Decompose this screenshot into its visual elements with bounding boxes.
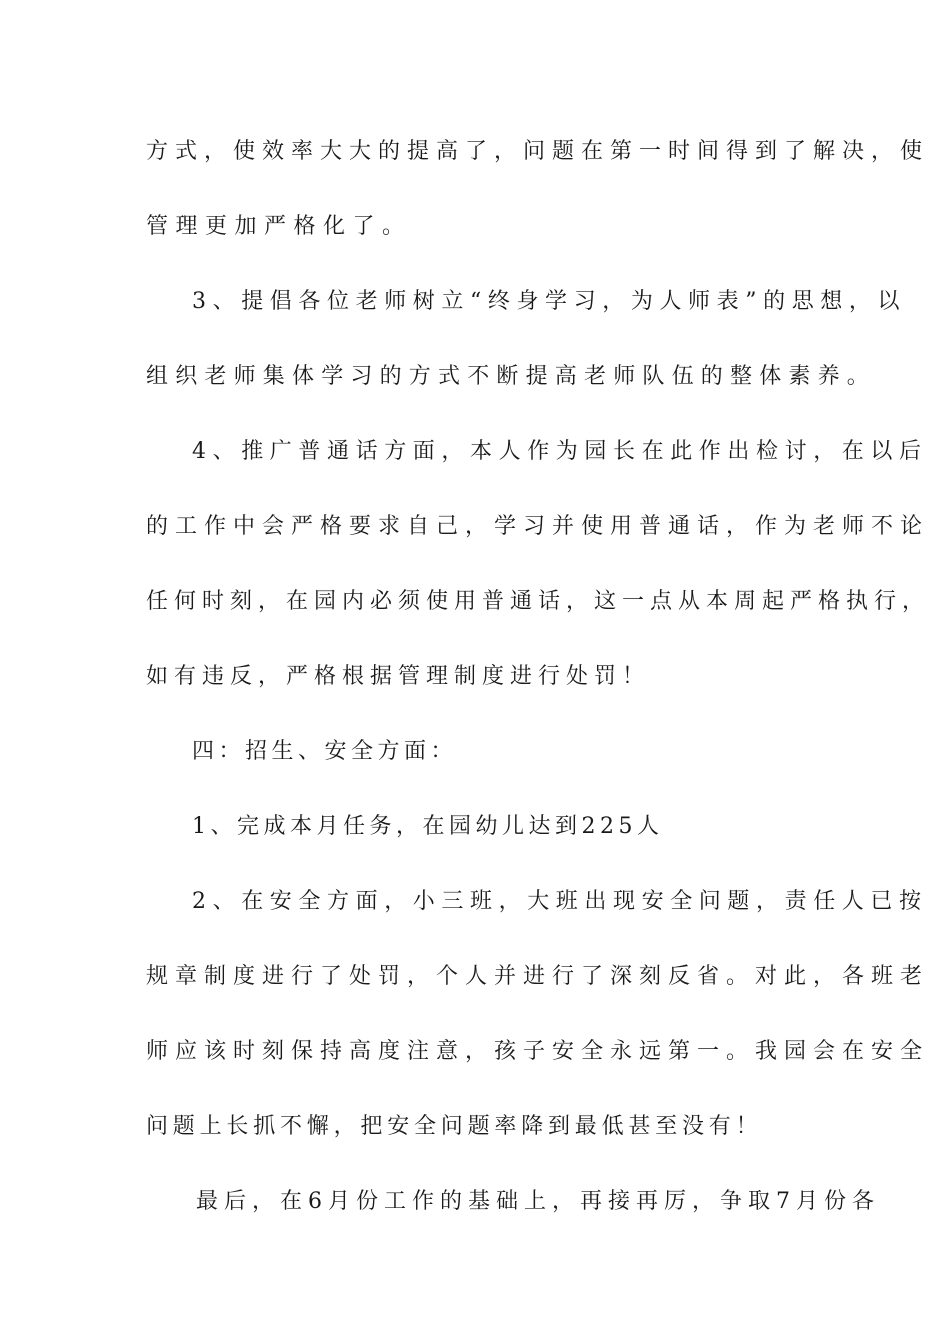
line-text: 方式，使效率大大的提高了，问题在第一时间得到了解决，使 [146, 139, 930, 164]
line-text: 2、在安全方面，小三班，大班出现安全问题，责任人已按 [192, 889, 928, 914]
text-line [0, 957, 950, 997]
section-heading [0, 732, 950, 772]
text-line [0, 657, 950, 697]
line-text: 最后，在6月份工作的基础上，再接再厉，争取7月份各 [196, 1189, 880, 1214]
line-text: 1、完成本月任务，在园幼儿达到225人 [192, 814, 664, 839]
text-line [0, 1182, 950, 1222]
text-line [0, 807, 950, 847]
line-text: 规章制度进行了处罚，个人并进行了深刻反省。对此，各班老 [146, 964, 930, 989]
line-text: 任何时刻，在园内必须使用普通话，这一点从本周起严格执行， [146, 589, 931, 614]
line-text: 问题上长抓不懈，把安全问题率降到最低甚至没有！ [146, 1114, 763, 1139]
line-text: 4、推广普通话方面，本人作为园长在此作出检讨，在以后 [192, 439, 928, 464]
text-line [0, 882, 950, 922]
line-text: 如有违反，严格根据管理制度进行处罚！ [146, 664, 651, 689]
line-text: 的工作中会严格要求自己，学习并使用普通话，作为老师不论 [146, 514, 930, 539]
text-line [0, 132, 950, 172]
line-text: 组织老师集体学习的方式不断提高老师队伍的整体素养。 [146, 364, 877, 389]
text-line [0, 432, 950, 472]
text-line [0, 207, 950, 247]
text-line [0, 282, 950, 322]
line-text: 四：招生、安全方面： [192, 739, 458, 764]
text-line [0, 582, 950, 622]
line-text: 管理更加严格化了。 [146, 214, 412, 239]
line-text: 师应该时刻保持高度注意，孩子安全永远第一。我园会在安全 [146, 1039, 930, 1064]
line-text: 3、提倡各位老师树立“终身学习，为人师表”的思想，以 [192, 289, 907, 314]
text-line [0, 357, 950, 397]
text-line [0, 1107, 950, 1147]
text-line [0, 507, 950, 547]
text-line [0, 1032, 950, 1072]
